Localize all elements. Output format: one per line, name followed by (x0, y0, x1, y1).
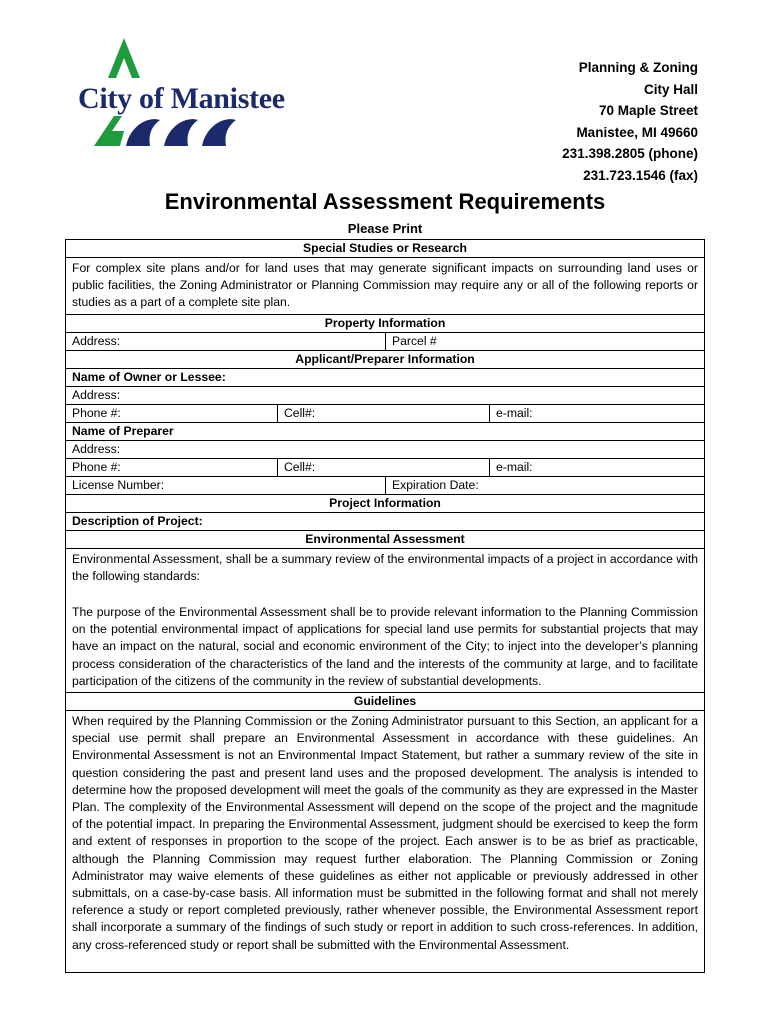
guidelines-text: When required by the Planning Commission or the Zoning Administrator pursuant to this Section, an applicant for a special use permit shall prepare an Environmental Assessment in accordance with these guidelines. An Environmental Assessment is not an Environmental Impact Statement, but rather a summary review of the site in question considering the past and present land uses and the proposed development. The analysis is intended to determine how the proposed development will meet the goals of the community as they are expressed in the Master Plan. The complexity of the Environmental Assessment will depend on the scope of the project and the magnitude of the potential impact. In preparing the Environmental Assessment, judgment should be exercised to keep the form and extent of responses in proportion to the scope of the project. Each answer is to be as brief as practicable, although the Planning Commission may request further elaboration. The Planning Commission or Zoning Administrator may waive elements of these guidelines as either not applicable or previously addressed in other submittals, on a case-by-case basis. All information must be submitted in the following format and shall not merely reference a study or report completed previously, rather whenever possible, the Environmental Assessment report shall incorporate a summary of the findings of such study or report in addition to such cross-references. In addition, any cross-referenced study or report shall be submitted with the Environmental Assessment. (72, 714, 698, 952)
page-subtitle: Please Print (347, 221, 423, 236)
owner-contact-row (66, 405, 704, 423)
preparer-cell-field[interactable]: Cell#: (278, 459, 490, 476)
applicant-info-header: Applicant/Preparer Information (66, 351, 704, 369)
environmental-assessment-header: Environmental Assessment (66, 531, 704, 549)
property-address-field[interactable]: Address: (66, 333, 386, 350)
contact-city: Manistee, MI 49660 (576, 124, 698, 140)
environmental-paragraph-1: Environmental Assessment, shall be a summary review of the environmental impacts of a project in accordance with the following standards: (72, 551, 698, 583)
owner-address-field[interactable]: Address: (66, 387, 704, 405)
special-studies-text: For complex site plans and/or for land uses that may generate significant impacts on surrounding land uses or public facilities, the Zoning Administrator or Planning Commission may require any or all of the following reports or studies as a part of a complete site plan. (66, 258, 704, 315)
contact-street: 70 Maple Street (598, 103, 698, 118)
owner-phone-field[interactable]: Phone #: (66, 405, 278, 422)
owner-email-field[interactable]: e-mail: (496, 405, 533, 420)
preparer-contact-row (66, 459, 704, 477)
owner-name-field[interactable]: Name of Owner or Lessee: (66, 369, 704, 387)
property-info-header: Property Information (66, 315, 704, 333)
preparer-email-field[interactable]: e-mail: (496, 459, 533, 474)
parcel-field[interactable]: Parcel # (392, 333, 437, 348)
contact-block (562, 57, 698, 186)
property-row (66, 333, 704, 351)
contact-department: Planning & Zoning (578, 60, 698, 75)
contact-phone: 231.398.2805 (phone) (562, 146, 698, 161)
contact-fax: 231.723.1546 (fax) (583, 167, 698, 183)
license-row (66, 477, 704, 495)
environmental-paragraph-2: The purpose of the Environmental Assessment shall be to provide relevant information to the Planning Commission on the potential environmental impact of applications for special land use permits for substantial projects that may have an impact on the natural, social and economic environment of the City; to inject into the developer’s planning process consideration of the characteristics of the land and the interests of the community at large, and to facilitate participation of the citizens of the community in the review of substantial developments. (72, 605, 698, 688)
environmental-text (66, 549, 704, 692)
guidelines-header: Guidelines (66, 693, 704, 711)
project-info-header: Project Information (66, 495, 704, 513)
license-number-field[interactable]: License Number: (66, 477, 386, 494)
preparer-phone-field[interactable]: Phone #: (66, 459, 278, 476)
preparer-name-field[interactable]: Name of Preparer (66, 423, 704, 441)
special-studies-header: Special Studies or Research (66, 240, 704, 258)
page-title: Environmental Assessment Requirements (164, 189, 606, 214)
contact-building: City Hall (643, 81, 698, 97)
owner-cell-field[interactable]: Cell#: (278, 405, 490, 422)
preparer-address-field[interactable]: Address: (66, 441, 704, 459)
expiration-date-field[interactable]: Expiration Date: (392, 477, 479, 492)
assessment-form (65, 239, 705, 973)
project-description-field[interactable]: Description of Project: (66, 513, 704, 531)
city-logo (78, 36, 298, 151)
logo-text: City of Manistee (78, 82, 285, 115)
